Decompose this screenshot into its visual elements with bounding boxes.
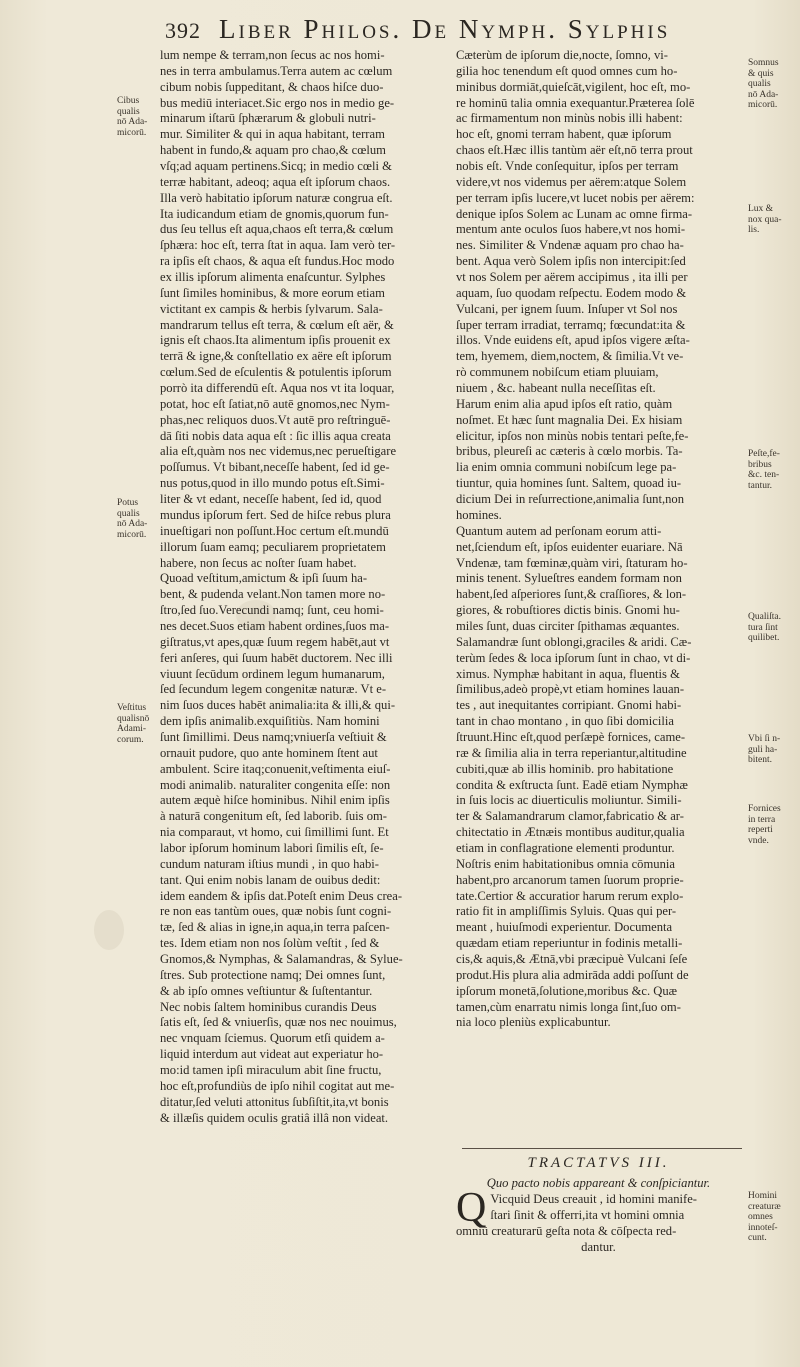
text-line: mur. Similiter & qui in aqua habitant, terram	[160, 127, 385, 142]
running-header	[165, 14, 780, 44]
text-line: idem eandem & ipſis dat.Poteſt enim Deus crea-	[160, 888, 403, 903]
text-line: minis tenent. Sylueſtres eandem formam non	[456, 571, 682, 586]
text-line: elicitur, ipſos non minùs nobis tentari peſte,fe-	[456, 428, 689, 443]
text-line: tamen,cùm enarratu nimis longa ſint,ſuo om-	[456, 999, 681, 1014]
text-line: cibum nobis ſuppeditant, & chaos hiſce duo-	[160, 79, 384, 94]
text-line: nes. Similiter & Vndenæ aquam pro chao ha-	[456, 238, 684, 253]
text-line: minarum iſtarū ſphærarum & globuli nutri-	[160, 111, 376, 126]
text-line: dus ſeu tellus eſt aqua,chaos eſt terra,& cœlum	[160, 222, 394, 237]
text-line: denique ipſos Solem ac Lunam ac omne firma-	[456, 206, 693, 221]
text-line: ambulent. Scire itaq;conuenit,veſtimenta eiuſ-	[160, 761, 391, 776]
text-line: mandrarum tellus eſt terra, & cœlum eſt aër, &	[160, 317, 394, 332]
text-line: nus potus,quod in illo mundo potus eſt.Simi-	[160, 476, 385, 491]
margin-note: Fornices in terra reperti vnde.	[748, 804, 781, 846]
text-line: tes. Idem etiam non nos ſolùm veſtit , ſed &	[160, 936, 380, 951]
text-line: dem ipſis animalib.exquiſitiùs. Nam homini	[160, 714, 380, 729]
margin-note: Peſte,fe- bribus &c. ten- tantur.	[748, 449, 780, 491]
text-line: ſimilibus,adeò propè,vt etiam homines lauan-	[456, 682, 685, 697]
text-line: nes in terra ambulamus.Terra autem ac cœlum	[160, 63, 393, 78]
text-line: bent. Aqua verò Solem ipſis non intercipit:ſed	[456, 254, 686, 269]
text-line: Noſtris enim habitationibus omnia cōmunia	[456, 856, 675, 871]
text-line: Gnomos,& Nymphas, & Salamandras, & Sylue-	[160, 951, 403, 966]
text-line: ſed ſecundum legem congenitæ naturæ. Vt e-	[160, 682, 387, 697]
margin-note: Cibus qualis nō Ada- micorū.	[117, 96, 148, 138]
text-line: illorum ſuam eamq; peculiarem proprietatem	[160, 539, 386, 554]
text-line: homines.	[456, 507, 502, 522]
text-line: liter & vt edant, neceſſe habent, ſed id, quod	[160, 492, 382, 507]
text-line: mentum ante oculos ſuos habere,vt nos homi-	[456, 222, 686, 237]
drop-cap: Q	[456, 1185, 487, 1231]
text-line: illos. Vnde euidens eſt, apud ipſos vigere æſta-	[456, 333, 690, 348]
text-line: mundus ipſorum fert. Sed de hiſce rebus plura	[160, 507, 391, 522]
text-line: miles ſunt, duas circiter ſpithamas æquantes.	[456, 618, 680, 633]
text-line: terræ habitant, adeoq; aqua eſt ipſorum chaos.	[160, 174, 391, 189]
text-line: condita & exſtructa ſunt. Eadē etiam Nymphæ	[456, 777, 688, 792]
text-line: à naturā congenitum eſt, ſed laborib. ſuis om-	[160, 809, 387, 824]
text-line: giores, & robuſtiores dictis binis. Gnomi hu-	[456, 603, 680, 618]
text-line: & illæſis quidem oculis gratiâ illâ non videat.	[160, 1110, 389, 1125]
text-line: ra ipſis eſt chaos, & aqua eſt fundus.Hoc modo	[160, 254, 395, 269]
text-line: Salamandræ ſunt oblongi,graciles & aridi. Cæ-	[456, 634, 692, 649]
text-line: nobis eſt. Vnde conſequitur, ipſos per terram	[456, 159, 679, 174]
text-line: nec vnquam ſciemus. Quorum etſi quidem a-	[160, 1031, 385, 1046]
text-line: victitant ex campis & herbis ſylvarum. Sala-	[160, 301, 383, 316]
section-heading: TRACTATVS III.	[527, 1155, 670, 1171]
text-line: in ſuis locis ac diuerticulis moliuntur. Simili-	[456, 793, 682, 808]
text-line: habent,pro arcanorum tamen ſuorum proprie-	[456, 872, 684, 887]
section-text	[456, 1185, 741, 1256]
text-line: ximus. Nymphæ habitant in aqua, fluentis &	[456, 666, 680, 681]
text-line: videre,vt nos videmus per aërem:atque Solem	[456, 174, 687, 189]
text-line: Vndenæ, tam fœminæ,quàm viri, ſtaturam ho-	[456, 555, 688, 570]
text-line: noſmet. Et hæc ſunt magnalia Dei. Ex hisiam	[456, 412, 683, 427]
text-line: ſunt ſimillimi. Deus namq;vniuerſa veſtiuit &	[160, 729, 387, 744]
text-line: labor ipſorum hominum labori ſimilis eſt, ſe-	[160, 840, 384, 855]
running-title: Liber Philos. De Nymph. Sylphis	[219, 14, 671, 44]
text-line: bribus, pleureſi ac cæteris à cœlo morbis. Ta-	[456, 444, 683, 459]
text-line: omniū creaturarū geſta nota & cōſpecta red-	[456, 1224, 677, 1238]
text-line: dā ſiti nobis data aqua eſt : ſic illis aqua creata	[160, 428, 391, 443]
text-line: Quoad veſtitum,amictum & ipſi ſuum ha-	[160, 571, 368, 586]
text-line: dicium Dei in reſurrectione,animalia ſunt,non	[456, 492, 685, 507]
text-line: habere, non ſecus ac noſter ſuam habet.	[160, 555, 357, 570]
text-line: ornauit pudore, quo ante hominem ſtent aut	[160, 745, 378, 760]
text-line: ſatis eſt, ſed & vniuerſis, quæ nos nec nouimus,	[160, 1015, 397, 1030]
text-line: ac firmamentum non minùs nobis illi habent:	[456, 111, 683, 126]
margin-note: Somnus & quis qualis nō Ada- micorū.	[748, 58, 779, 111]
text-line: Vulcani, per ignem ſuum. Inſuper vt Sol nos	[456, 301, 678, 316]
text-line: bent, & pudenda velant.Non tamen more no-	[160, 587, 386, 602]
text-line: liquid interdum aut videat aut experiatur ho-	[160, 1047, 384, 1062]
text-line: porrò ita differendū eſt. Aqua nos vt ita loquar,	[160, 381, 395, 396]
text-line: ratio fit in ampliſſimis Syluis. Quas qui per-	[456, 904, 677, 919]
text-line: tate.Certior & accuratior harum rerum explo-	[456, 888, 684, 903]
text-line: tant in chao montano , in quo ſibi domicilia	[456, 714, 674, 729]
text-line: Nec nobis ſaltem hominibus curandis Deus	[160, 999, 377, 1014]
text-line: vſq;ad aquam pertinens.Sicq; in medio cœli &	[160, 159, 392, 174]
text-line: tiuntur, quia homines ſunt. Saltem, quoad iu-	[456, 476, 682, 491]
text-line: autem æquè hiſce hominibus. Nihil enim ipſis	[160, 793, 390, 808]
text-line: ſtruunt.Hinc eſt,quod perſæpè fornices, came-	[456, 729, 686, 744]
text-line: cis,& aquis,& Ætnā,vbi præcipuè Vulcani ſeſe	[456, 951, 688, 966]
text-line: hoc eſt,profundiùs de ipſo nihil cogitat aut me-	[160, 1078, 395, 1093]
text-line: modi animalib. naturaliter congenita eſſe: non	[160, 777, 391, 792]
text-line: net,ſciendum eſt, ipſos euidenter euariare. Nā	[456, 539, 683, 554]
text-line: phas,nec reliquos duos.Vt autē pro reſtringuē-	[160, 412, 391, 427]
text-line: mo:id tamen ipſi miraculum abit ſine fructu,	[160, 1063, 382, 1077]
text-line: Cæterùm de ipſorum die,nocte, ſomno, vi-	[456, 48, 668, 62]
text-line: viuunt ſecūdum ordinem legum humanarum,	[160, 666, 385, 681]
text-line: ignis eſt chaos.Ita alimentum ipſis prouenit ex	[160, 333, 391, 348]
text-line: tant. Qui enim nobis lanam de ouibus dedit:	[160, 872, 381, 887]
text-line: cundum naturam iſtius mundi , in quo habi-	[160, 856, 379, 871]
text-line: lum nempe & terram,non ſecus ac nos homi-	[160, 48, 385, 62]
text-line: Quantum autem ad perſonam eorum atti-	[456, 523, 662, 538]
margin-note: Veſtitus qualisnō Adami- corum.	[117, 703, 150, 745]
text-line: ſphæra: hoc eſt, terra ſtat in aqua. Iam verò ter-	[160, 238, 396, 253]
paper-stain	[94, 910, 124, 950]
margin-note: Potus qualis nō Ada- micorū.	[117, 498, 148, 540]
text-line: ditatur,ſed veluti attonitus ſubſiſtit,ita,vt bonis	[160, 1094, 389, 1109]
text-line: chitectatio in Ætnæis montibus auditur,qualia	[456, 825, 685, 840]
text-line: habent in fundo,& aquam pro chao,& cœlum	[160, 143, 386, 158]
text-line: nes decet.Suos etiam habent ordines,ſuos ma-	[160, 618, 390, 633]
text-line: meant , huiuſmodi experientur. Documenta	[456, 920, 673, 935]
text-line: nim ſuos duces habēt animalia:ita & illi,& qui-	[160, 698, 396, 713]
text-line: ræ & ſimilia alia in terra reperiantur,altitudine	[456, 745, 687, 760]
text-line: alia eſt,quàm nos nec videmus,nec perueſtigare	[160, 444, 397, 459]
text-line: terùm ſedes & loca ipſorum ſunt in chao, vt di-	[456, 650, 691, 665]
text-line: potat, hoc eſt ſatiat,nō autē gnomos,nec Nym-	[160, 396, 390, 411]
margin-note: Vbi ſi n- guli ha- bitent.	[748, 734, 781, 766]
text-line: habent,ſed aſperiores ſunt,& craſſiores, & lon-	[456, 587, 687, 602]
text-line: gilia hoc tenendum eſt quod omnes cum ho-	[456, 63, 678, 78]
page-number: 392	[165, 18, 201, 43]
text-line: ſuper terram irradiat, terramq; fœcundat:ita &	[456, 317, 686, 332]
text-line: tæ, ſed & alias in igne,in aqua,in terra paſcen-	[160, 920, 390, 935]
margin-note: Homini creaturæ omnes innoteſ- cunt.	[748, 1191, 781, 1244]
text-line: giſtratus,vt apes,quæ ſuum regem habēt,aut vt	[160, 634, 390, 649]
text-line: & ab ipſo omnes veſtiuntur & ſuſtentantur.	[160, 983, 373, 998]
text-line: feri anſeres, qui ſuum habēt ductorem. Nec illi	[160, 650, 393, 665]
text-line: poſſumus. Vt bibant,neceſſe habent, ſed id ge-	[160, 460, 390, 475]
text-line: nia loco pleniùs explicabuntur.	[456, 1015, 611, 1030]
text-line: ſtari ſinit & offerri,ita vt homini omnia	[490, 1207, 685, 1222]
text-line: nia comparaut, vt homo, cui ſimillimi ſunt. Et	[160, 825, 389, 840]
text-line: re non eas tantùm oues, quæ nobis ſunt cogni-	[160, 904, 392, 919]
margin-note: Qualiſta. tura ſint quilibet.	[748, 612, 781, 644]
text-line: cubiti,quæ ab illis hominib. pro habitatione	[456, 761, 674, 776]
text-line: per terram ipſis lucere,vt lucet nobis per aërem:	[456, 190, 695, 205]
text-line: rò communem nobiſcum etiam pluuiam,	[456, 365, 659, 380]
text-line: etiam in conflagratione elementi produntur.	[456, 840, 675, 855]
text-line: lia enim omnia communi nobiſcum lege pa-	[456, 460, 677, 475]
section-subtitle: Quo pacto nobis appareant & conſpiciantur.	[486, 1176, 711, 1190]
margin-note: Lux & nox qua- lis.	[748, 204, 782, 236]
text-line: Harum enim alia apud ipſos eſt ratio, quàm	[456, 396, 673, 411]
text-line: bus mediū interiacet.Sic ergo nos in medio ge-	[160, 95, 395, 110]
text-line: chaos eſt.Hæc illis tantùm aër eſt,nō terra prout	[456, 143, 693, 158]
text-line: inueſtigari non poſſunt.Hoc certum eſt.mundū	[160, 523, 389, 538]
text-line: aquam, ſuo quodam reſpectu. Eodem modo &	[456, 285, 687, 300]
text-line: Ita iudicandum etiam de gnomis,quorum fun-	[160, 206, 389, 221]
text-line: Vicquid Deus creauit , id homini manife-	[490, 1192, 697, 1206]
text-line: niuem , &c. habeant nulla neceſſitas eſt.	[456, 381, 656, 396]
text-line: vt nos Solem per aërem accipimus , ita illi per	[456, 270, 688, 285]
text-line: hoc eſt, gnomi terram habent, quæ ipſorum	[456, 127, 672, 142]
text-line: produt.His plura alia admirāda addi poſſunt de	[456, 967, 689, 982]
text-line: ſtro,ſed ſuo.Verecundi namq; ſunt, ceu homi-	[160, 603, 384, 618]
text-line: tem, hyemem, diem,noctem, & ſimilia.Vt ve-	[456, 349, 684, 364]
text-line: ipſorum monetā,ſolutione,moribus &c. Quæ	[456, 983, 678, 998]
section-rule	[462, 1148, 742, 1149]
text-line: quædam etiam reperiuntur in fodinis metalli-	[456, 936, 683, 951]
right-text-column	[456, 48, 741, 1031]
text-line: ex illis ipſorum alimenta enaſcuntur. Sylphes	[160, 270, 386, 285]
text-line: ſtres. Sub protectione namq; Dei omnes ſunt,	[160, 967, 386, 982]
text-line: terrā & igne,& conſtellatio ex aëre eſt ipſorum	[160, 349, 392, 364]
text-line: ſunt ſimiles hominibus, & more eorum etiam	[160, 285, 385, 300]
text-line: cœlum.Sed de eſculentis & potulentis ipſorum	[160, 365, 392, 380]
text-line: ter & Salamandrarum clamor,fabricatio & ar-	[456, 809, 684, 824]
text-line: minibus dormiāt,quieſcāt,vigilent, hoc eſt, mo-	[456, 79, 691, 94]
left-text-column	[160, 48, 447, 1126]
text-line: Illa verò habitatio ipſorum naturæ congrua eſt.	[160, 190, 393, 205]
text-line: re hominū talia omnia exequantur.Præterea ſolē	[456, 95, 695, 110]
text-line: tes , aut inequitantes corripiant. Gnomi habi-	[456, 698, 682, 713]
text-line: dantur.	[581, 1239, 616, 1254]
